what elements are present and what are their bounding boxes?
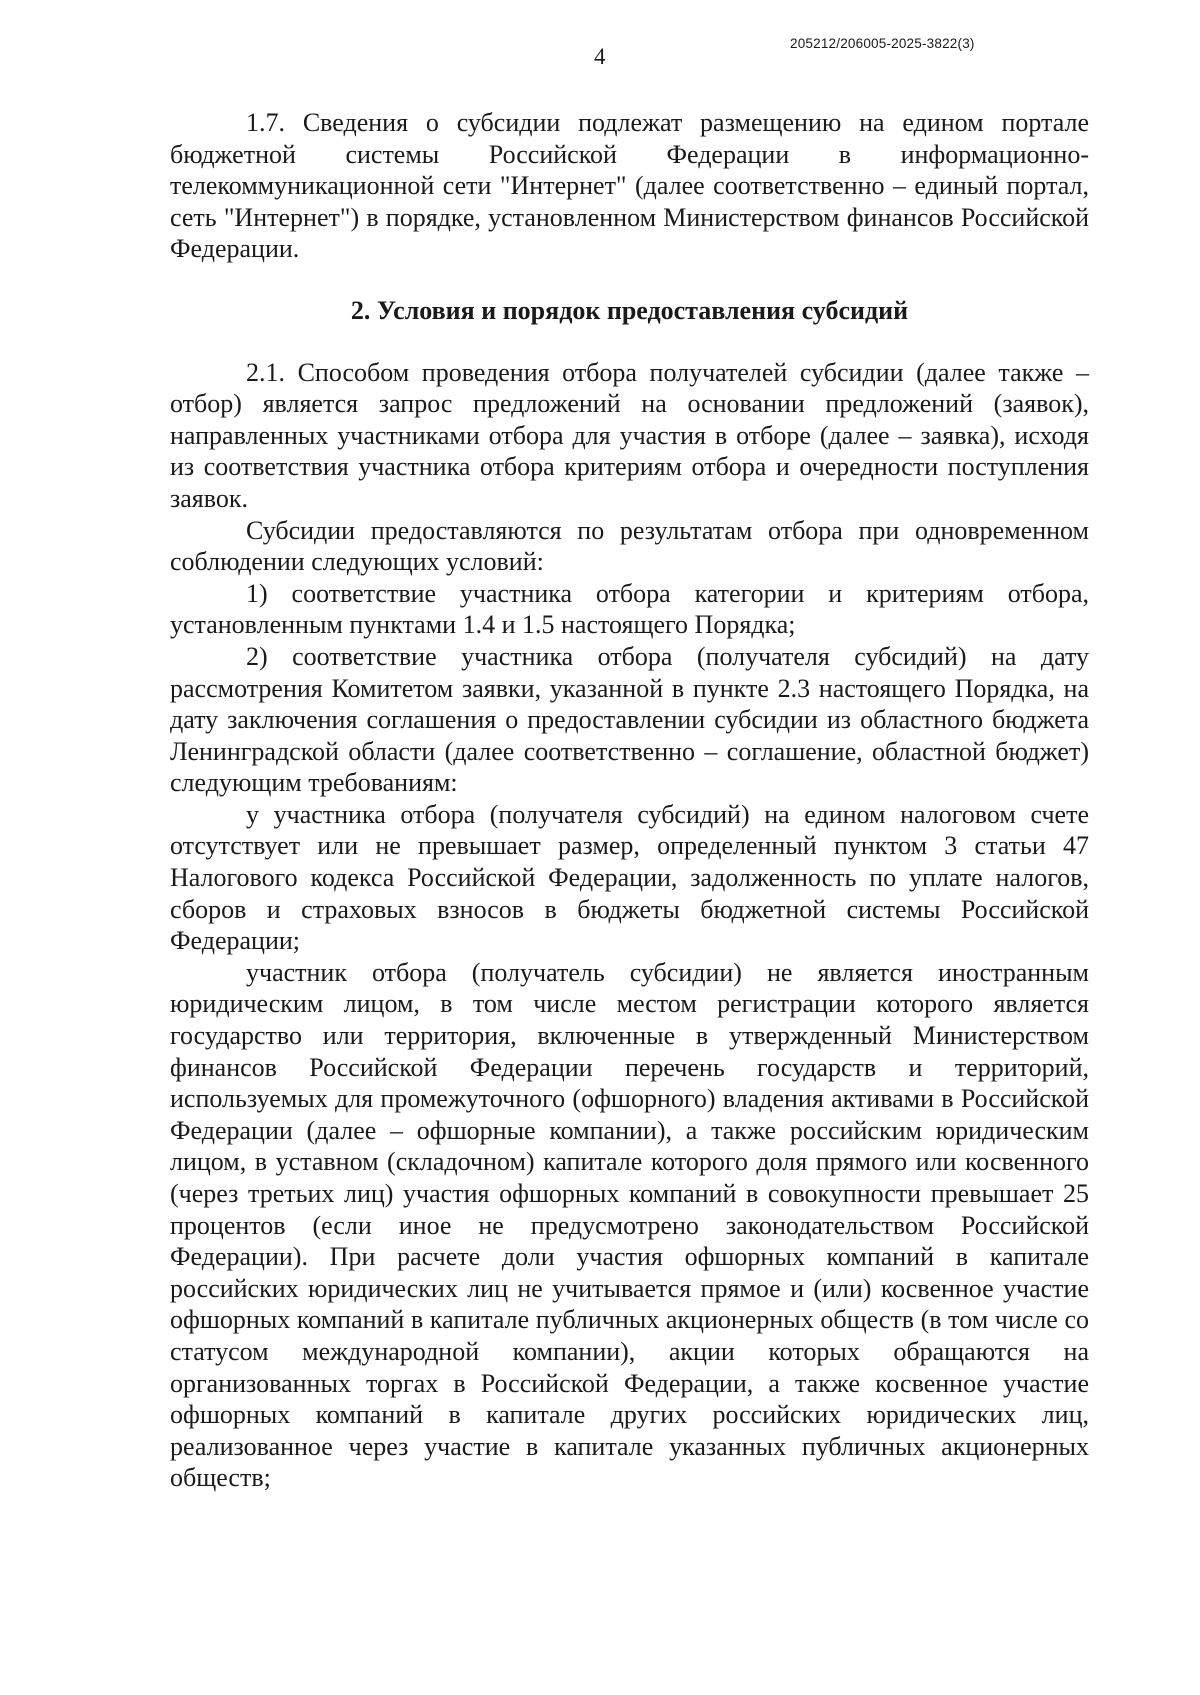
paragraph-offshore-requirement: участник отбора (получатель субсидии) не является иностранным юридическим лицом, в том числе местом регистрации которого является государство или территория, включенные в утвержденный Министерством финансов Российской Федерации перечень государств и территорий, используемых для промежуточного (офшорного) владения активами в Российской Федерации (далее – офшорные компании), а также российским юридическим лицом, в уставном (складочном) капитале которого доля прямого или косвенного (через третьих лиц) участия офшорных компаний в совокупности превышает 25 процентов (если иное не предусмотрено законодательством Российской Федерации). При расчете доли участия офшорных компаний в капитале российских юридических лиц не учитывается прямое и (или) косвенное участие офшорных компаний в капитале публичных акционерных обществ (в том числе со статусом международной компании), акции которых обращаются на организованных торгах в Российской Федерации, а также косвенное участие офшорных компаний в капитале других российских юридических лиц, реализованное через участие в капитале указанных публичных акционерных обществ; <box>170 957 1089 1493</box>
page-number: 4 <box>594 44 606 69</box>
paragraph-1-7: 1.7. Сведения о субсидии подлежат размещению на едином портале бюджетной системы Российской Федерации в информационно-телекоммуникационной сети "Интернет" (далее соответственно – единый портал, сеть "Интернет") в порядке, установленном Министерством финансов Российской Федерации. <box>170 108 1089 264</box>
paragraph-condition-2: 2) соответствие участника отбора (получателя субсидий) на дату рассмотрения Комитетом заявки, указанной в пункте 2.3 настоящего Порядка, на дату заключения соглашения о предоставлении субсидии из областного бюджета Ленинградской области (далее соответственно – соглашение, областной бюджет) следующим требованиям: <box>170 641 1089 798</box>
paragraph-tax-debt-requirement: у участника отбора (получателя субсидий) на едином налоговом счете отсутствует или не превышает размер, определенный пунктом 3 статьи 47 Налогового кодекса Российской Федерации, задолженность по уплате налогов, сборов и страховых взносов в бюджеты бюджетной системы Российской Федерации; <box>170 799 1089 956</box>
document-body <box>170 107 1089 1494</box>
paragraph-2-1: 2.1. Способом проведения отбора получателей субсидии (далее также – отбор) является запрос предложений на основании предложений (заявок), направленных участниками отбора для участия в отборе (далее – заявка), исходя из соответствия участника отбора критериям отбора и очередности поступления заявок. <box>170 357 1089 513</box>
section-heading: 2. Условия и порядок предоставления субсидий <box>350 295 909 325</box>
paragraph-condition-1: 1) соответствие участника отбора категории и критериям отбора, установленным пунктами 1.4 и 1.5 настоящего Порядка; <box>170 578 1089 640</box>
paragraph-conditions-intro: Субсидии предоставляются по результатам отбора при одновременном соблюдении следующих условий: <box>170 515 1089 577</box>
document-registration-code: 205212/206005-2025-3822(3) <box>790 36 975 51</box>
